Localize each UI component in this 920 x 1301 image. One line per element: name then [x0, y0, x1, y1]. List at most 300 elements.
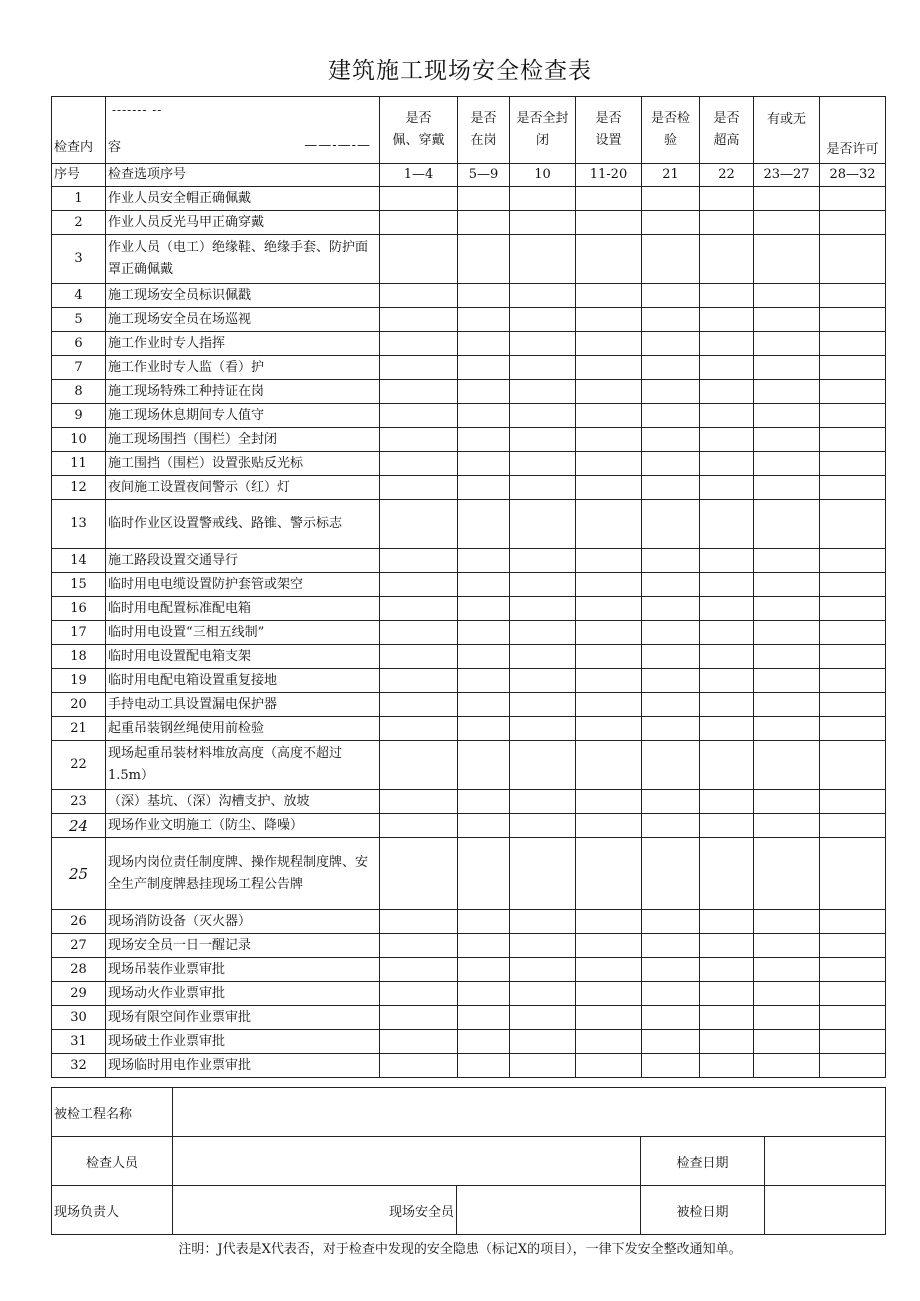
project-name-field[interactable] — [173, 1088, 886, 1137]
check-cell[interactable] — [510, 790, 576, 814]
check-cell[interactable] — [380, 428, 458, 452]
check-cell[interactable] — [510, 621, 576, 645]
check-cell[interactable] — [642, 1006, 700, 1030]
check-cell[interactable] — [700, 814, 754, 838]
check-cell[interactable] — [642, 428, 700, 452]
check-cell[interactable] — [510, 717, 576, 741]
check-cell[interactable] — [820, 621, 886, 645]
check-cell[interactable] — [642, 452, 700, 476]
check-cell[interactable] — [458, 332, 510, 356]
check-cell[interactable] — [700, 717, 754, 741]
check-cell[interactable] — [576, 982, 642, 1006]
check-cell[interactable] — [458, 790, 510, 814]
check-cell[interactable] — [754, 934, 820, 958]
check-cell[interactable] — [576, 1030, 642, 1054]
check-cell[interactable] — [700, 621, 754, 645]
check-cell[interactable] — [754, 621, 820, 645]
check-cell[interactable] — [700, 958, 754, 982]
check-cell[interactable] — [380, 910, 458, 934]
check-cell[interactable] — [820, 982, 886, 1006]
check-cell[interactable] — [458, 380, 510, 404]
check-cell[interactable] — [754, 669, 820, 693]
check-cell[interactable] — [642, 187, 700, 211]
item-number: 16 — [52, 597, 106, 621]
check-cell[interactable] — [754, 428, 820, 452]
table-row — [52, 838, 886, 910]
check-cell[interactable] — [510, 476, 576, 500]
check-cell[interactable] — [510, 428, 576, 452]
check-cell[interactable] — [700, 597, 754, 621]
check-cell[interactable] — [380, 982, 458, 1006]
check-cell[interactable] — [510, 669, 576, 693]
check-cell[interactable] — [700, 500, 754, 549]
check-cell[interactable] — [458, 741, 510, 790]
check-cell[interactable] — [642, 982, 700, 1006]
header-col-2-line2: 在岗 — [470, 133, 497, 148]
check-cell[interactable] — [510, 1006, 576, 1030]
check-cell[interactable] — [458, 187, 510, 211]
check-cell[interactable] — [700, 934, 754, 958]
check-cell[interactable] — [510, 332, 576, 356]
check-cell[interactable] — [700, 669, 754, 693]
check-cell[interactable] — [458, 645, 510, 669]
check-cell[interactable] — [700, 741, 754, 790]
check-cell[interactable] — [576, 284, 642, 308]
check-cell[interactable] — [642, 741, 700, 790]
check-cell[interactable] — [642, 1054, 700, 1078]
check-cell[interactable] — [576, 790, 642, 814]
check-cell[interactable] — [754, 910, 820, 934]
check-cell[interactable] — [510, 1030, 576, 1054]
check-cell[interactable] — [458, 211, 510, 235]
safety-officer-field[interactable] — [457, 1186, 641, 1235]
header-col-7 — [754, 97, 820, 164]
check-cell[interactable] — [820, 1006, 886, 1030]
check-cell[interactable] — [576, 476, 642, 500]
check-cell[interactable] — [380, 187, 458, 211]
check-cell[interactable] — [510, 597, 576, 621]
check-cell[interactable] — [820, 573, 886, 597]
check-cell[interactable] — [820, 814, 886, 838]
check-cell[interactable] — [576, 621, 642, 645]
check-cell[interactable] — [576, 380, 642, 404]
check-cell[interactable] — [820, 645, 886, 669]
check-cell[interactable] — [458, 814, 510, 838]
check-cell[interactable] — [510, 380, 576, 404]
check-cell[interactable] — [754, 717, 820, 741]
check-cell[interactable] — [576, 645, 642, 669]
seq-title: 检查选项序号 — [106, 164, 380, 187]
check-cell[interactable] — [754, 1030, 820, 1054]
check-cell[interactable] — [820, 910, 886, 934]
check-cell[interactable] — [576, 452, 642, 476]
check-cell[interactable] — [642, 380, 700, 404]
check-cell[interactable] — [754, 356, 820, 380]
check-cell[interactable] — [754, 380, 820, 404]
check-cell[interactable] — [700, 211, 754, 235]
check-cell[interactable] — [458, 934, 510, 958]
check-cell[interactable] — [380, 332, 458, 356]
check-cell[interactable] — [458, 284, 510, 308]
check-cell[interactable] — [380, 814, 458, 838]
check-cell[interactable] — [576, 1006, 642, 1030]
check-cell[interactable] — [576, 910, 642, 934]
check-cell[interactable] — [700, 1054, 754, 1078]
check-cell[interactable] — [642, 332, 700, 356]
check-cell[interactable] — [820, 500, 886, 549]
check-cell[interactable] — [820, 934, 886, 958]
check-cell[interactable] — [754, 693, 820, 717]
check-cell[interactable] — [380, 645, 458, 669]
check-cell[interactable] — [754, 597, 820, 621]
item-description: 施工作业时专人指挥 — [106, 332, 380, 356]
check-cell[interactable] — [458, 308, 510, 332]
check-cell[interactable] — [510, 211, 576, 235]
site-manager-field[interactable] — [173, 1186, 457, 1235]
check-cell[interactable] — [754, 332, 820, 356]
check-cell[interactable] — [576, 500, 642, 549]
check-cell[interactable] — [700, 693, 754, 717]
check-cell[interactable] — [820, 308, 886, 332]
check-cell[interactable] — [642, 476, 700, 500]
check-cell[interactable] — [576, 356, 642, 380]
check-cell[interactable] — [820, 717, 886, 741]
check-cell[interactable] — [642, 404, 700, 428]
check-cell[interactable] — [642, 500, 700, 549]
check-cell[interactable] — [754, 1054, 820, 1078]
check-cell[interactable] — [700, 838, 754, 910]
check-cell[interactable] — [754, 235, 820, 284]
item-number: 13 — [52, 500, 106, 549]
table-row — [52, 428, 886, 452]
check-cell[interactable] — [380, 573, 458, 597]
check-cell[interactable] — [754, 549, 820, 573]
check-cell[interactable] — [642, 910, 700, 934]
check-cell[interactable] — [380, 380, 458, 404]
check-cell[interactable] — [754, 1006, 820, 1030]
item-number: 26 — [52, 910, 106, 934]
header-label-left: 检查内 — [54, 140, 94, 155]
form-title: 建筑施工现场安全检查表 — [328, 58, 592, 84]
check-cell[interactable] — [642, 1030, 700, 1054]
inspection-table — [51, 96, 886, 1078]
check-cell[interactable] — [458, 597, 510, 621]
check-cell[interactable] — [642, 549, 700, 573]
item-description: 施工现场安全员在场巡视 — [106, 308, 380, 332]
check-cell[interactable] — [700, 476, 754, 500]
check-cell[interactable] — [380, 1006, 458, 1030]
check-cell[interactable] — [700, 982, 754, 1006]
check-cell[interactable] — [380, 549, 458, 573]
check-cell[interactable] — [700, 1006, 754, 1030]
check-cell[interactable] — [642, 669, 700, 693]
header-col-3-line1: 是否全封 — [516, 111, 569, 126]
check-cell[interactable] — [700, 910, 754, 934]
check-cell[interactable] — [754, 476, 820, 500]
item-description: 现场动火作业票审批 — [106, 982, 380, 1006]
check-cell[interactable] — [642, 308, 700, 332]
check-cell[interactable] — [754, 741, 820, 790]
check-cell[interactable] — [458, 838, 510, 910]
check-cell[interactable] — [820, 356, 886, 380]
check-cell[interactable] — [458, 356, 510, 380]
check-cell[interactable] — [458, 717, 510, 741]
check-cell[interactable] — [700, 380, 754, 404]
check-cell[interactable] — [510, 356, 576, 380]
check-cell[interactable] — [458, 621, 510, 645]
check-cell[interactable] — [576, 404, 642, 428]
item-description: 现场有限空间作业票审批 — [106, 1006, 380, 1030]
check-cell[interactable] — [820, 452, 886, 476]
header-col-6 — [700, 97, 754, 164]
check-cell[interactable] — [380, 476, 458, 500]
check-cell[interactable] — [700, 187, 754, 211]
check-cell[interactable] — [754, 838, 820, 910]
check-cell[interactable] — [510, 645, 576, 669]
item-description: 现场破土作业票审批 — [106, 1030, 380, 1054]
header-col-3-line2: 闭 — [535, 133, 549, 148]
inspected-date-field[interactable] — [765, 1186, 886, 1235]
check-cell[interactable] — [380, 958, 458, 982]
check-cell[interactable] — [820, 380, 886, 404]
check-cell[interactable] — [510, 452, 576, 476]
check-cell[interactable] — [754, 790, 820, 814]
check-cell[interactable] — [458, 500, 510, 549]
check-cell[interactable] — [642, 790, 700, 814]
check-cell[interactable] — [380, 356, 458, 380]
check-cell[interactable] — [754, 308, 820, 332]
check-cell[interactable] — [510, 235, 576, 284]
check-cell[interactable] — [380, 1030, 458, 1054]
seq-label: 序号 — [52, 164, 106, 187]
item-description: 临时用电配置标准配电箱 — [106, 597, 380, 621]
check-cell[interactable] — [576, 235, 642, 284]
check-cell[interactable] — [458, 958, 510, 982]
item-description: 现场作业文明施工（防尘、降噪） — [106, 814, 380, 838]
check-cell[interactable] — [380, 741, 458, 790]
check-cell[interactable] — [754, 187, 820, 211]
check-cell[interactable] — [700, 404, 754, 428]
table-row — [52, 717, 886, 741]
check-cell[interactable] — [510, 958, 576, 982]
check-cell[interactable] — [510, 308, 576, 332]
check-cell[interactable] — [700, 308, 754, 332]
check-cell[interactable] — [820, 476, 886, 500]
check-cell[interactable] — [510, 934, 576, 958]
check-cell[interactable] — [576, 958, 642, 982]
check-cell[interactable] — [458, 693, 510, 717]
check-cell[interactable] — [510, 187, 576, 211]
check-cell[interactable] — [510, 500, 576, 549]
check-cell[interactable] — [642, 645, 700, 669]
check-cell[interactable] — [576, 332, 642, 356]
check-cell[interactable] — [380, 669, 458, 693]
check-cell[interactable] — [510, 573, 576, 597]
check-cell[interactable] — [380, 500, 458, 549]
check-cell[interactable] — [576, 693, 642, 717]
check-cell[interactable] — [458, 235, 510, 284]
check-cell[interactable] — [820, 187, 886, 211]
item-number: 21 — [52, 717, 106, 741]
check-cell[interactable] — [510, 1054, 576, 1078]
check-cell[interactable] — [510, 404, 576, 428]
check-cell[interactable] — [576, 549, 642, 573]
check-cell[interactable] — [700, 235, 754, 284]
check-cell[interactable] — [380, 1054, 458, 1078]
check-cell[interactable] — [458, 1030, 510, 1054]
check-cell[interactable] — [380, 790, 458, 814]
check-cell[interactable] — [700, 790, 754, 814]
check-cell[interactable] — [380, 693, 458, 717]
check-cell[interactable] — [754, 573, 820, 597]
item-number: 1 — [52, 187, 106, 211]
check-cell[interactable] — [458, 1054, 510, 1078]
check-cell[interactable] — [380, 404, 458, 428]
check-cell[interactable] — [642, 573, 700, 597]
check-cell[interactable] — [700, 428, 754, 452]
seq-range-3: 10 — [510, 164, 576, 187]
check-cell[interactable] — [642, 717, 700, 741]
item-description: 施工现场安全员标识佩戳 — [106, 284, 380, 308]
check-cell[interactable] — [820, 958, 886, 982]
check-cell[interactable] — [576, 814, 642, 838]
item-number: 4 — [52, 284, 106, 308]
check-cell[interactable] — [820, 284, 886, 308]
check-cell[interactable] — [642, 621, 700, 645]
table-row — [52, 356, 886, 380]
check-cell[interactable] — [642, 693, 700, 717]
check-cell[interactable] — [576, 597, 642, 621]
check-cell[interactable] — [380, 452, 458, 476]
check-cell[interactable] — [380, 597, 458, 621]
check-cell[interactable] — [380, 235, 458, 284]
check-cell[interactable] — [700, 332, 754, 356]
check-cell[interactable] — [458, 476, 510, 500]
check-cell[interactable] — [754, 284, 820, 308]
check-cell[interactable] — [820, 790, 886, 814]
check-cell[interactable] — [820, 549, 886, 573]
check-cell[interactable] — [380, 717, 458, 741]
check-cell[interactable] — [576, 573, 642, 597]
check-cell[interactable] — [642, 284, 700, 308]
check-cell[interactable] — [754, 500, 820, 549]
check-cell[interactable] — [576, 428, 642, 452]
check-cell[interactable] — [510, 284, 576, 308]
check-cell[interactable] — [510, 741, 576, 790]
check-cell[interactable] — [700, 549, 754, 573]
check-cell[interactable] — [820, 597, 886, 621]
check-cell[interactable] — [576, 741, 642, 790]
item-number: 24 — [52, 814, 106, 838]
check-cell[interactable] — [642, 814, 700, 838]
check-cell[interactable] — [576, 211, 642, 235]
check-cell[interactable] — [576, 669, 642, 693]
check-cell[interactable] — [458, 428, 510, 452]
check-cell[interactable] — [380, 284, 458, 308]
check-cell[interactable] — [642, 838, 700, 910]
check-cell[interactable] — [380, 308, 458, 332]
check-cell[interactable] — [754, 814, 820, 838]
check-cell[interactable] — [576, 308, 642, 332]
item-description: 临时用电电缆设置防护套管或架空 — [106, 573, 380, 597]
check-cell[interactable] — [754, 982, 820, 1006]
check-cell[interactable] — [820, 693, 886, 717]
check-cell[interactable] — [820, 235, 886, 284]
check-cell[interactable] — [458, 669, 510, 693]
check-cell[interactable] — [754, 404, 820, 428]
header-col-4-line1: 是否 — [595, 111, 622, 126]
check-cell[interactable] — [700, 356, 754, 380]
check-cell[interactable] — [458, 982, 510, 1006]
check-cell[interactable] — [642, 211, 700, 235]
inspector-field[interactable] — [173, 1137, 641, 1186]
check-cell[interactable] — [754, 452, 820, 476]
check-cell[interactable] — [510, 693, 576, 717]
check-cell[interactable] — [642, 356, 700, 380]
check-cell[interactable] — [820, 1030, 886, 1054]
check-cell[interactable] — [754, 958, 820, 982]
check-cell[interactable] — [820, 1054, 886, 1078]
check-cell[interactable] — [458, 1006, 510, 1030]
check-cell[interactable] — [576, 717, 642, 741]
check-cell[interactable] — [458, 404, 510, 428]
check-cell[interactable] — [642, 934, 700, 958]
check-cell[interactable] — [820, 838, 886, 910]
check-cell[interactable] — [458, 452, 510, 476]
check-cell[interactable] — [510, 910, 576, 934]
check-cell[interactable] — [700, 452, 754, 476]
check-cell[interactable] — [642, 235, 700, 284]
check-cell[interactable] — [458, 573, 510, 597]
check-cell[interactable] — [754, 645, 820, 669]
inspect-date-field[interactable] — [765, 1137, 886, 1186]
table-row — [52, 284, 886, 308]
check-cell[interactable] — [380, 838, 458, 910]
check-cell[interactable] — [510, 549, 576, 573]
header-dashes-bottom: ——-—-— — [304, 138, 371, 153]
check-cell[interactable] — [820, 669, 886, 693]
header-col-6-line1: 是否 — [713, 111, 740, 126]
check-cell[interactable] — [576, 934, 642, 958]
check-cell[interactable] — [510, 982, 576, 1006]
item-description: 现场吊装作业票审批 — [106, 958, 380, 982]
check-cell[interactable] — [380, 934, 458, 958]
check-cell[interactable] — [820, 332, 886, 356]
check-cell[interactable] — [576, 187, 642, 211]
table-row — [52, 958, 886, 982]
check-cell[interactable] — [458, 910, 510, 934]
check-cell[interactable] — [380, 621, 458, 645]
check-cell[interactable] — [820, 741, 886, 790]
check-cell[interactable] — [820, 404, 886, 428]
check-cell[interactable] — [458, 549, 510, 573]
check-cell[interactable] — [510, 814, 576, 838]
check-cell[interactable] — [700, 573, 754, 597]
check-cell[interactable] — [642, 597, 700, 621]
table-row — [52, 1054, 886, 1078]
check-cell[interactable] — [576, 1054, 642, 1078]
check-cell[interactable] — [576, 838, 642, 910]
check-cell[interactable] — [820, 428, 886, 452]
check-cell[interactable] — [642, 958, 700, 982]
check-cell[interactable] — [700, 284, 754, 308]
check-cell[interactable] — [510, 838, 576, 910]
check-cell[interactable] — [754, 211, 820, 235]
check-cell[interactable] — [700, 645, 754, 669]
check-cell[interactable] — [380, 211, 458, 235]
check-cell[interactable] — [820, 211, 886, 235]
check-cell[interactable] — [700, 1030, 754, 1054]
